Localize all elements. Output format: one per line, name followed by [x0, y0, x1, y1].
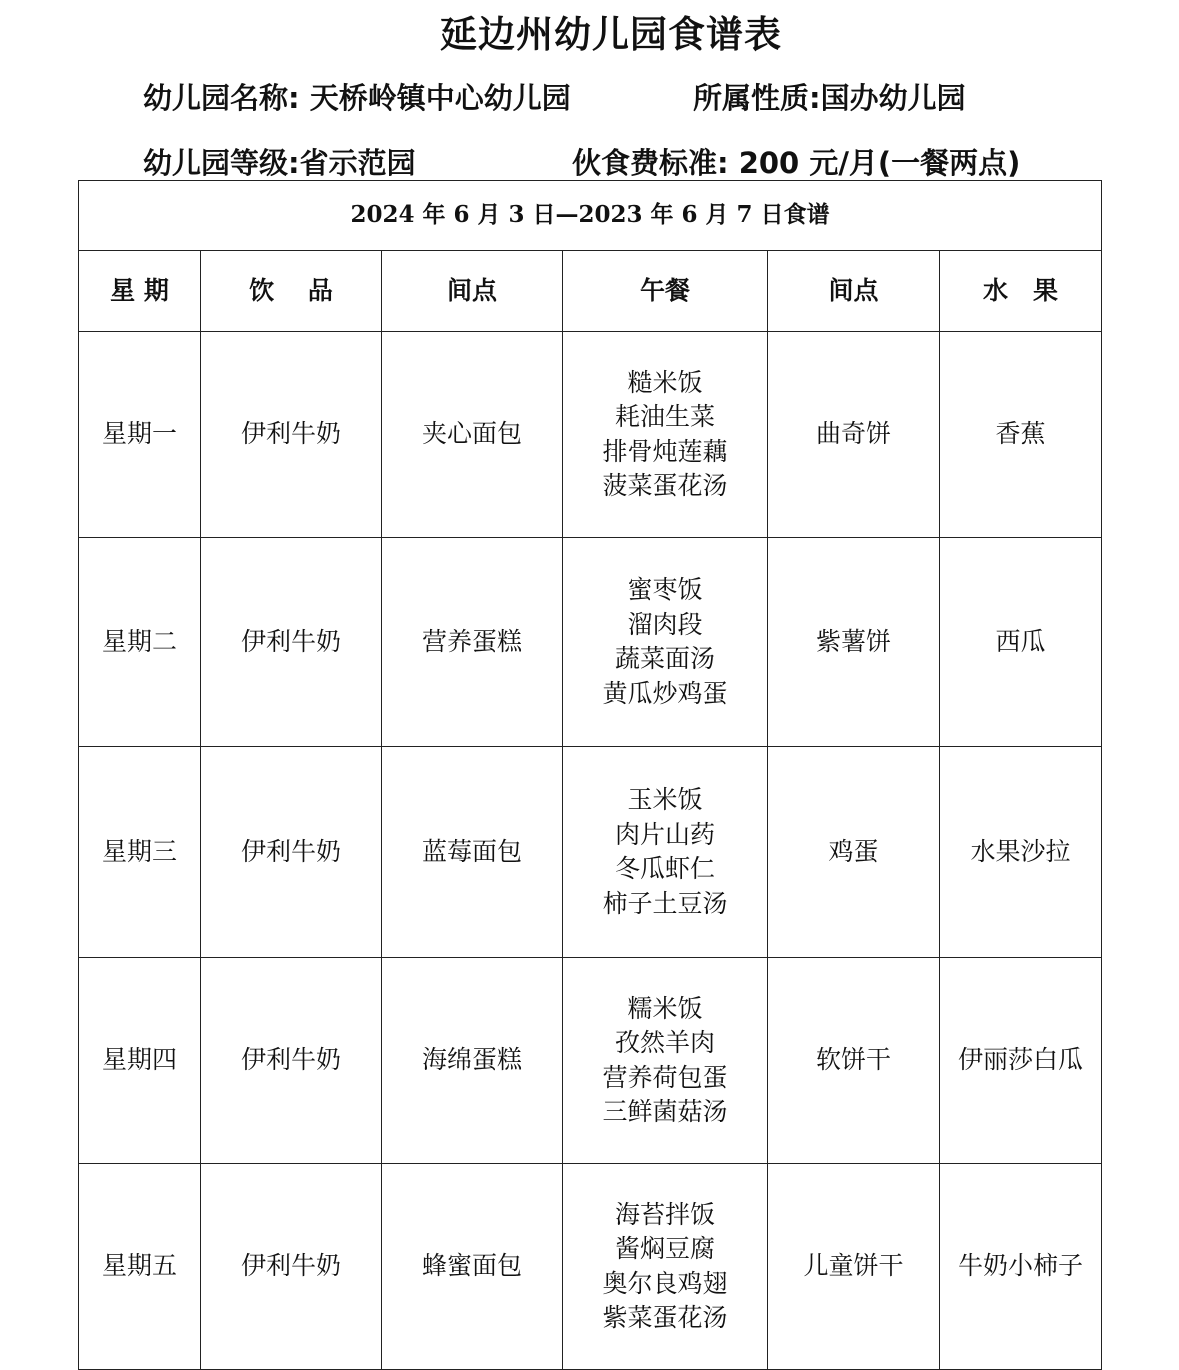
- lunch-dish: 柿子土豆汤: [602, 888, 728, 918]
- lunch-dish: 冬瓜虾仁: [614, 854, 715, 883]
- drink-cell: 伊利牛奶: [201, 1164, 382, 1370]
- lunch-dish: 溜肉段: [627, 609, 703, 639]
- weekday-cell: 星期二: [79, 538, 201, 747]
- weekday-cell: 星期四: [79, 958, 201, 1164]
- lunch-dish: 黄瓜炒鸡蛋: [602, 678, 728, 708]
- weekday-cell: 星期一: [79, 332, 201, 538]
- lunch-dish: 玉米饭: [627, 785, 703, 814]
- header-fruit: 水 果: [940, 251, 1102, 332]
- table-header-row: [79, 251, 1102, 332]
- table-row: [79, 747, 1102, 958]
- snack-afternoon-cell: 紫薯饼: [768, 538, 940, 747]
- lunch-dish: 肉片山药: [614, 819, 715, 849]
- lunch-dish: 蔬菜面汤: [614, 644, 715, 673]
- lunch-dish: 菠菜蛋花汤: [602, 471, 728, 500]
- lunch-dish: 孜然羊肉: [614, 1028, 715, 1057]
- lunch-cell: [563, 958, 768, 1164]
- fruit-cell: 伊丽莎白瓜: [940, 958, 1102, 1164]
- weekday-cell: 星期五: [79, 1164, 201, 1370]
- snack-morning-cell: 营养蛋糕: [382, 538, 563, 747]
- lunch-dish: 奥尔良鸡翅: [602, 1268, 728, 1298]
- lunch-cell: [563, 747, 768, 958]
- table-row: [79, 332, 1102, 538]
- header-weekday: 星 期: [79, 251, 201, 332]
- lunch-dish: 蜜枣饭: [627, 575, 703, 604]
- lunch-dish: 排骨炖莲藕: [602, 436, 728, 466]
- kindergarten-nature: 所属性质:国办幼儿园: [693, 81, 966, 115]
- menu-period: 2024 年 6 月 3 日—2023 年 6 月 7 日食谱: [79, 181, 1102, 251]
- header-snack-afternoon: 间点: [768, 251, 940, 332]
- lunch-dish: 酱焖豆腐: [614, 1234, 715, 1263]
- header-lunch: 午餐: [563, 251, 768, 332]
- weekday-cell: 星期三: [79, 747, 201, 958]
- lunch-cell: [563, 1164, 768, 1370]
- fruit-cell: 西瓜: [940, 538, 1102, 747]
- drink-cell: 伊利牛奶: [201, 332, 382, 538]
- lunch-dish: 耗油生菜: [614, 402, 715, 431]
- lunch-dish: 营养荷包蛋: [602, 1062, 728, 1092]
- lunch-dish: 糙米饭: [627, 367, 703, 397]
- kindergarten-name: 幼儿园名称: 天桥岭镇中心幼儿园: [143, 81, 571, 115]
- header-snack-morning: 间点: [382, 251, 563, 332]
- snack-morning-cell: 蓝莓面包: [382, 747, 563, 958]
- snack-morning-cell: 海绵蛋糕: [382, 958, 563, 1164]
- drink-cell: 伊利牛奶: [201, 958, 382, 1164]
- snack-afternoon-cell: 鸡蛋: [768, 747, 940, 958]
- drink-cell: 伊利牛奶: [201, 538, 382, 747]
- page-title: 延边州幼儿园食谱表: [440, 13, 782, 56]
- fruit-cell: 水果沙拉: [940, 747, 1102, 958]
- snack-morning-cell: 夹心面包: [382, 332, 563, 538]
- lunch-dish: 三鲜菌菇汤: [602, 1097, 728, 1126]
- fruit-cell: 香蕉: [940, 332, 1102, 538]
- lunch-dish: 紫菜蛋花汤: [602, 1303, 728, 1332]
- table-row: [79, 958, 1102, 1164]
- snack-morning-cell: 蜂蜜面包: [382, 1164, 563, 1370]
- lunch-dish: 糯米饭: [627, 993, 703, 1023]
- lunch-cell: [563, 538, 768, 747]
- period-row: [79, 181, 1102, 251]
- kindergarten-level: 幼儿园等级:省示范园: [143, 146, 416, 180]
- fruit-cell: 牛奶小柿子: [940, 1164, 1102, 1370]
- lunch-cell: [563, 332, 768, 538]
- menu-table: [78, 180, 1102, 1370]
- snack-afternoon-cell: 儿童饼干: [768, 1164, 940, 1370]
- drink-cell: 伊利牛奶: [201, 747, 382, 958]
- table-row: [79, 1164, 1102, 1370]
- snack-afternoon-cell: 曲奇饼: [768, 332, 940, 538]
- snack-afternoon-cell: 软饼干: [768, 958, 940, 1164]
- meal-fee-standard: 伙食费标准: 200 元/月(一餐两点): [572, 146, 1021, 180]
- table-row: [79, 538, 1102, 747]
- header-drink: 饮 品: [201, 251, 382, 332]
- lunch-dish: 海苔拌饭: [614, 1199, 715, 1229]
